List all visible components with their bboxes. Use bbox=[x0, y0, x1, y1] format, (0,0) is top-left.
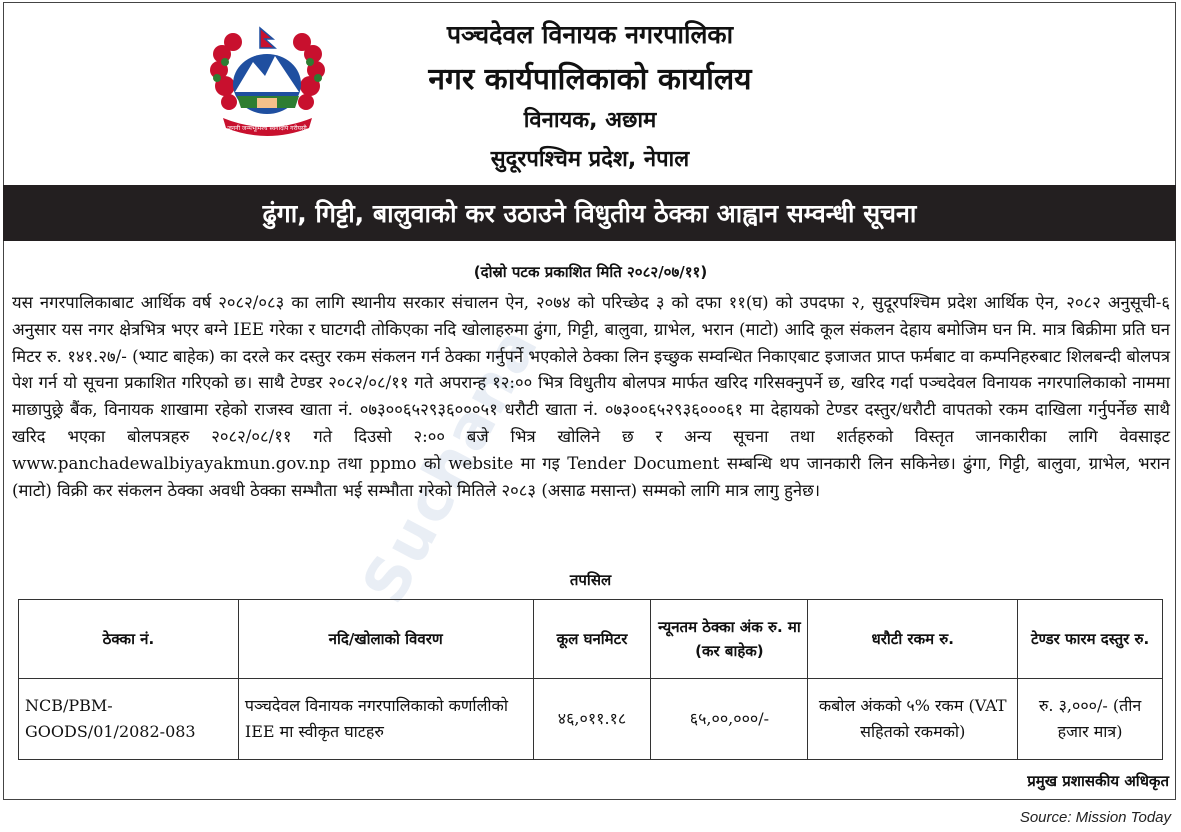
flag-icon bbox=[260, 28, 275, 48]
province-name: सुदूरपश्चिम प्रदेश, नेपाल bbox=[490, 147, 690, 172]
cell-total-cubic-meter: ४६,०११.१८ bbox=[533, 679, 651, 760]
header-river-details: नदि/खोलाको विवरण bbox=[238, 600, 533, 679]
header-deposit-amount: धरौटी रकम रु. bbox=[808, 600, 1018, 679]
header-contract-no: ठेक्का नं. bbox=[19, 600, 239, 679]
cell-deposit-amount: कबोल अंकको ५% रकम (VAT सहितको रकमको) bbox=[808, 679, 1018, 760]
notice-body: यस नगरपालिकाबाट आर्थिक वर्ष २०८२/०८३ का लागि स्थानीय सरकार संचालन ऐन, २०७४ को परिच्छेद ३ को दफा ११(घ) को उपदफा २, सुदूरपश्चिम प्रदेश आर्थिक ऐन, २०८२ अनुसूची-६ अनुसार यस नगर क्षेत्रभित्र भएर बग्ने IEE गरेका र घाटगदी तोकिएका नदि खोलाहरुमा ढुंगा, गिट्टी, बालुवा, ग्राभेल, भरान (माटो) आदि कूल संकलन देहाय बमोजिम घन मि. मात्र बिक्रीमा प्रति घन मिटर रु. १४१.२७/- (भ्याट बाहेक) का दरले कर दस्तुर रकम संकलन गर्न ठेक्का गर्नुपर्ने भएकोले ठेक्का लिन इच्छुक सम्वन्धित निकाएबाट इजाजत प्राप्त फर्मबाट वा कम्पनिहरुबाट शिलबन्दी बोलपत्र पेश गर्न यो सूचना प्रकाशित गरिएको छ। साथै टेण्डर २०८२/०८/११ गते अपरान्ह १२:०० भित्र विधुतीय बोलपत्र मार्फत खरिद गरिसक्नुपर्ने छ, खरिद गर्दा पञ्चदेवल विनायक नगरपालिकाको नाममा माछापुछ्रे बैंक, विनायक शाखामा रहेको राजस्व खाता नं. ०७३००६५२९३६०००५१ धरौटी खाता नं. ०७३००६५२९३६०००६१ मा देहायको टेण्डर दस्तुर/धरौटी वापतको रकम दाखिला गर्नुपर्नेछ साथै खरिद भएका बोलपत्रहरु २०८२/०८/११ गते दिउसो २:०० बजे भित्र खोलिने छ र अन्य सूचना तथा शर्तहरुको विस्तृत जानकारीका लागि वेवसाइट www.panchadewalbiyayakmun.gov.np तथा ppmo को website मा गइ Tender Document सम्बन्धि थप जानकारी लिन सकिनेछ। ढुंगा, गिट्टी, बालुवा, ग्राभेल, भरान (माटो) विक्री कर संकलन ठेक्का अवधी ठेक्का सम्भौता भई सम्भौता गरेको मितिले २०८३ (असाढ मसान्त) सम्मको लागि मात्र लागु हुनेछ। bbox=[12, 293, 1170, 500]
cell-contract-no: NCB/PBM-GOODS/01/2082-083 bbox=[19, 679, 239, 760]
municipality-name: पञ्चदेवल विनायक नगरपालिका bbox=[446, 20, 734, 49]
header-tender-fee: टेण्डर फारम दस्तुर रु. bbox=[1018, 600, 1163, 679]
watermark: Suchana bbox=[349, 315, 553, 615]
cell-tender-fee: रु. ३,०००/- (तीन हजार मात्र) bbox=[1018, 679, 1163, 760]
notice-title bbox=[3, 185, 1176, 241]
cell-river-details: पञ्चदेवल विनायक नगरपालिकाको कर्णालीको IEE मा स्वीकृत घाटहरु bbox=[238, 679, 533, 760]
office-name: नगर कार्यपालिकाको कार्यालय bbox=[428, 62, 752, 97]
emblem-motto: जननी जन्मभूमिश्च स्वर्गादपि गरीयसी bbox=[227, 125, 307, 132]
table-header-row bbox=[19, 600, 1163, 679]
header-minimum-amount: न्यूनतम ठेक्का अंक रु. मा (कर बाहेक) bbox=[651, 600, 808, 679]
publication-date: (दोस्रो पटक प्रकाशित मिति २०८२/०७/११) bbox=[473, 263, 708, 281]
cell-minimum-amount: ६५,००,०००/- bbox=[651, 679, 808, 760]
header-total-cubic-meter: कूल घनमिटर bbox=[533, 600, 651, 679]
table-row bbox=[19, 679, 1163, 760]
notice-title-text: ढुंगा, गिट्टी, बालुवाको कर उठाउने विधुतीय ठेक्का आह्वान सम्वन्धी सूचना bbox=[262, 199, 917, 228]
table-caption: तपसिल bbox=[569, 571, 612, 589]
signatory: प्रमुख प्रशासकीय अधिकृत bbox=[1027, 772, 1169, 790]
tender-table bbox=[18, 599, 1163, 760]
office-location: विनायक, अछाम bbox=[523, 108, 657, 133]
source-credit: Source: Mission Today bbox=[1019, 809, 1171, 826]
